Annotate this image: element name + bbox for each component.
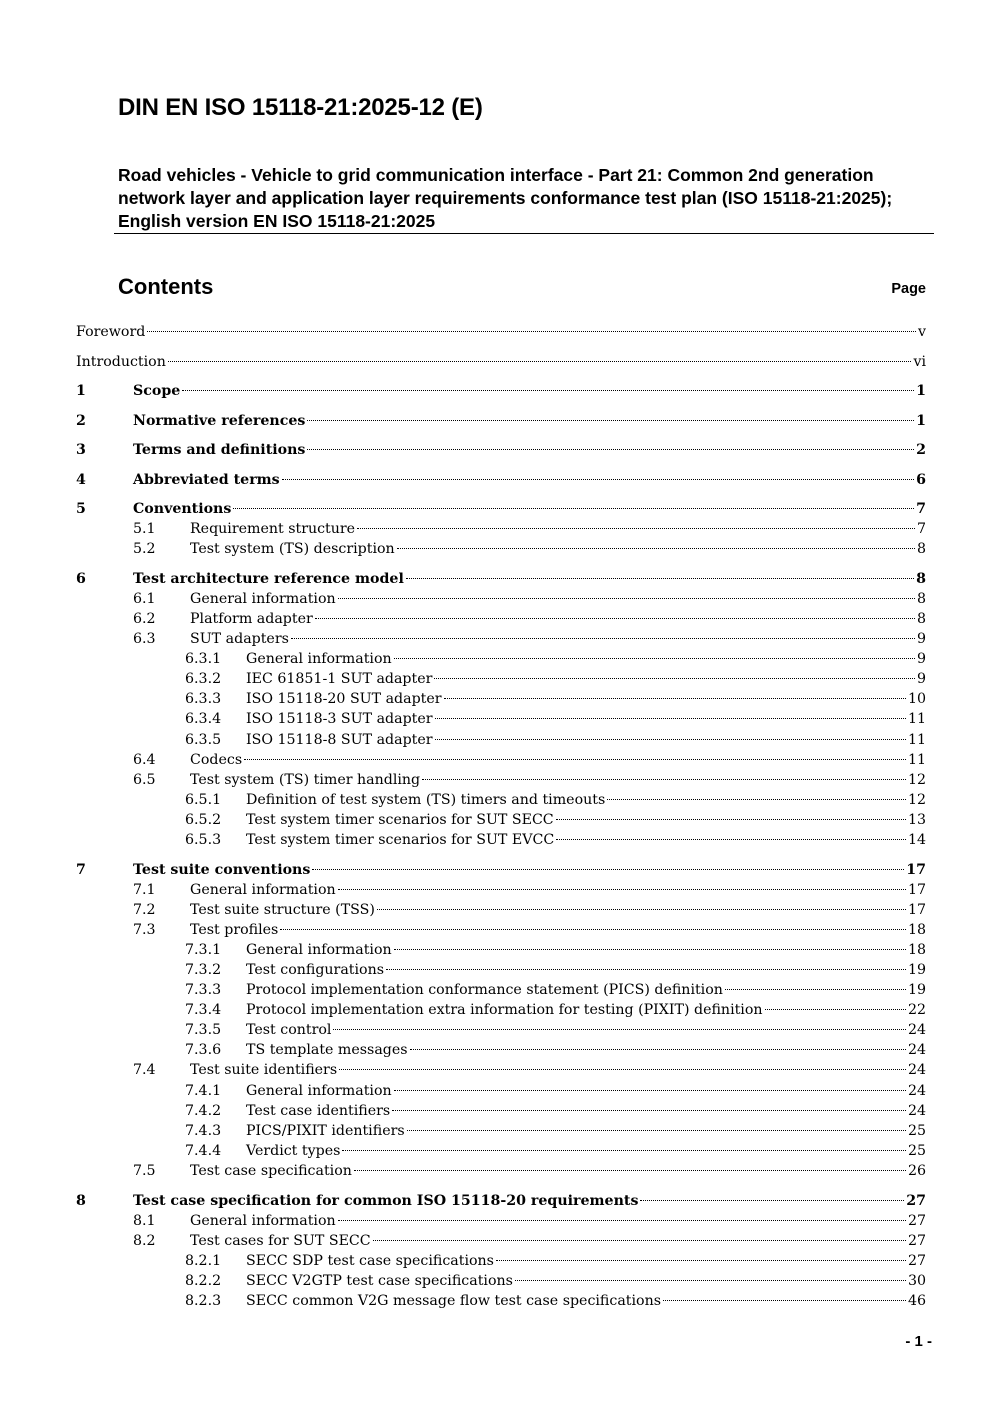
toc-entry-title: Protocol implementation conformance statement (PICS) definition <box>246 982 723 999</box>
toc-entry-title: General information <box>246 941 392 958</box>
toc-entry-page: 8 <box>916 590 926 607</box>
toc-entry[interactable] <box>76 322 926 342</box>
toc-dot-leader <box>556 819 906 820</box>
toc-entry[interactable] <box>76 1231 926 1251</box>
toc-entry-title: Codecs <box>190 751 243 768</box>
toc-entry-page: 12 <box>907 771 926 788</box>
toc-entry-number: 7 <box>76 861 86 878</box>
toc-entry-title: SUT adapters <box>190 631 289 648</box>
toc-entry-number: 7.4.2 <box>185 1102 222 1119</box>
toc-entry-title: Test suite structure (TSS) <box>190 901 375 918</box>
toc-entry-title: Verdict types <box>246 1142 341 1159</box>
toc-dot-leader <box>233 508 914 509</box>
toc-entry[interactable] <box>76 1040 926 1060</box>
toc-entry[interactable] <box>76 1191 926 1211</box>
toc-entry-number: 7.4.1 <box>185 1082 222 1099</box>
toc-entry-page: 17 <box>906 861 926 878</box>
toc-entry-title: Test architecture reference model <box>133 570 404 587</box>
toc-entry[interactable] <box>76 589 926 609</box>
toc-entry-page: 10 <box>907 691 926 708</box>
toc-entry[interactable] <box>76 1060 926 1080</box>
toc-dot-leader <box>147 331 916 332</box>
contents-heading: Contents <box>118 274 214 299</box>
toc-entry-number: 5.1 <box>133 521 156 538</box>
toc-entry-title: Test profiles <box>190 921 279 938</box>
toc-entry[interactable] <box>76 1291 926 1311</box>
toc-dot-leader <box>282 479 914 480</box>
toc-entry-title: Introduction <box>76 353 166 370</box>
toc-entry-number: 7.4.3 <box>185 1122 222 1139</box>
toc-entry-page: vi <box>913 353 926 370</box>
toc-entry-title: Conventions <box>133 501 232 518</box>
toc-entry-title: Requirement structure <box>190 521 356 538</box>
toc-entry-page: 8 <box>916 610 926 627</box>
toc-entry-title: Scope <box>133 383 181 400</box>
toc-entry[interactable] <box>76 1081 926 1101</box>
toc-dot-leader <box>312 869 904 870</box>
toc-entry-page: 9 <box>916 671 926 688</box>
toc-dot-leader <box>765 1009 906 1010</box>
toc-dot-leader <box>333 1029 906 1030</box>
toc-entry-page: 46 <box>907 1292 926 1309</box>
toc-dot-leader <box>394 1090 906 1091</box>
toc-entry[interactable] <box>76 1211 926 1231</box>
toc-entry-page: 11 <box>907 711 926 728</box>
toc-entry[interactable] <box>76 1271 926 1291</box>
toc-entry[interactable] <box>76 750 926 770</box>
toc-entry-title: Test cases for SUT SECC <box>190 1232 371 1249</box>
toc-entry-title: Protocol implementation extra information for testing (PIXIT) definition <box>246 1002 763 1019</box>
toc-dot-leader <box>515 1280 906 1281</box>
toc-entry-number: 6.5.1 <box>185 791 222 808</box>
toc-entry-title: Foreword <box>76 324 146 340</box>
toc-entry[interactable] <box>76 669 926 689</box>
toc-entry-page: 18 <box>907 941 926 958</box>
toc-entry-page: 11 <box>907 751 926 768</box>
toc-entry-title: Test suite identifiers <box>190 1062 338 1079</box>
toc-entry-number: 5.2 <box>133 541 156 558</box>
toc-entry-title: SECC SDP test case specifications <box>246 1252 494 1269</box>
toc-entry-number: 6.3.2 <box>185 671 222 688</box>
toc-entry[interactable] <box>76 411 926 431</box>
toc-entry-page: 25 <box>907 1142 926 1159</box>
toc-entry-title: Test system (TS) description <box>190 541 395 558</box>
toc-entry-title: Test case identifiers <box>246 1102 391 1119</box>
toc-entry[interactable] <box>76 381 926 401</box>
page-column-heading: Page <box>891 281 926 297</box>
document-title: DIN EN ISO 15118-21:2025-12 (E) <box>118 94 483 121</box>
toc-entry-number: 2 <box>76 412 86 429</box>
toc-entry[interactable] <box>76 900 926 920</box>
toc-entry-title: General information <box>190 590 336 607</box>
toc-entry-number: 8 <box>76 1192 86 1209</box>
toc-entry-number: 4 <box>76 471 86 488</box>
title-divider <box>114 233 934 234</box>
toc-entry-page: 24 <box>907 1022 926 1039</box>
toc-entry-title: SECC common V2G message flow test case specifications <box>246 1292 661 1309</box>
toc-entry-number: 6.3.5 <box>185 731 222 748</box>
toc-entry-number: 7.4 <box>133 1062 156 1079</box>
toc-entry[interactable] <box>76 440 926 460</box>
toc-entry-page: 27 <box>907 1232 926 1249</box>
toc-entry-page: 8 <box>916 570 926 587</box>
toc-dot-leader <box>640 1200 904 1201</box>
toc-dot-leader <box>338 1220 906 1221</box>
toc-entry[interactable] <box>76 1251 926 1271</box>
toc-entry[interactable] <box>76 629 926 649</box>
toc-dot-leader <box>339 1069 906 1070</box>
toc-entry-number: 8.2.3 <box>185 1292 222 1309</box>
toc-dot-leader <box>663 1300 906 1301</box>
toc-entry-page: 1 <box>916 412 926 429</box>
toc-entry-number: 3 <box>76 442 86 459</box>
toc-entry-title: Test system timer scenarios for SUT EVCC <box>246 832 555 848</box>
toc-entry-number: 6.5.2 <box>185 811 222 828</box>
toc-entry-page: 1 <box>916 383 926 400</box>
toc-entry-page: 27 <box>906 1192 926 1209</box>
toc-dot-leader <box>357 528 915 529</box>
toc-dot-leader <box>410 1049 906 1050</box>
toc-entry-page: 19 <box>907 961 926 978</box>
toc-entry-number: 7.3.1 <box>185 941 222 958</box>
toc-entry-number: 8.2.2 <box>185 1272 222 1289</box>
table-of-contents <box>76 322 926 1311</box>
toc-dot-leader <box>168 361 912 362</box>
toc-entry-page: 17 <box>907 881 926 898</box>
toc-entry-page: 14 <box>907 832 926 848</box>
toc-dot-leader <box>394 949 906 950</box>
toc-entry[interactable] <box>76 790 926 810</box>
toc-entry-page: 27 <box>907 1212 926 1229</box>
toc-entry-number: 7.3.6 <box>185 1042 222 1059</box>
toc-entry-page: 30 <box>907 1272 926 1289</box>
toc-entry-number: 8.1 <box>133 1212 156 1229</box>
toc-entry-title: Test configurations <box>246 961 384 978</box>
toc-entry-number: 6 <box>76 570 86 587</box>
toc-entry-number: 7.3.2 <box>185 961 222 978</box>
toc-dot-leader <box>397 548 915 549</box>
toc-entry-page: 24 <box>907 1042 926 1059</box>
toc-entry-title: Definition of test system (TS) timers and timeouts <box>246 791 606 808</box>
toc-entry-title: Abbreviated terms <box>133 471 280 488</box>
toc-entry-title: SECC V2GTP test case specifications <box>246 1272 513 1289</box>
toc-entry[interactable] <box>76 1101 926 1121</box>
toc-entry[interactable] <box>76 1121 926 1141</box>
toc-dot-leader <box>342 1150 906 1151</box>
toc-entry-title: Test control <box>246 1022 332 1039</box>
toc-entry-title: PICS/PIXIT identifiers <box>246 1122 405 1139</box>
toc-entry-page: 19 <box>907 982 926 999</box>
toc-entry-title: ISO 15118-8 SUT adapter <box>246 731 433 748</box>
toc-dot-leader <box>444 698 906 699</box>
toc-entry-page: 24 <box>907 1082 926 1099</box>
toc-entry-page: 2 <box>916 442 926 459</box>
toc-dot-leader <box>386 969 906 970</box>
toc-entry-title: Terms and definitions <box>133 442 306 459</box>
toc-entry[interactable] <box>76 830 926 850</box>
toc-dot-leader <box>280 929 906 930</box>
toc-dot-leader <box>407 1130 906 1131</box>
toc-entry-number: 7.1 <box>133 881 156 898</box>
toc-entry-page: 13 <box>907 811 926 828</box>
toc-entry-page: 9 <box>916 651 926 668</box>
toc-entry-page: 27 <box>907 1252 926 1269</box>
toc-entry[interactable] <box>76 1141 926 1161</box>
toc-entry-page: 17 <box>907 901 926 918</box>
toc-entry-title: ISO 15118-3 SUT adapter <box>246 711 433 728</box>
toc-entry-number: 6.3 <box>133 631 156 648</box>
toc-entry[interactable] <box>76 880 926 900</box>
toc-entry-number: 7.3.4 <box>185 1002 222 1019</box>
toc-dot-leader <box>182 390 914 391</box>
toc-entry-page: 8 <box>916 541 926 558</box>
toc-dot-leader <box>394 658 915 659</box>
toc-entry-number: 7.5 <box>133 1162 156 1179</box>
toc-entry-title: Platform adapter <box>190 610 313 627</box>
toc-entry-number: 1 <box>76 383 86 400</box>
toc-entry-title: General information <box>246 651 392 668</box>
toc-dot-leader <box>377 909 906 910</box>
toc-entry-title: Normative references <box>133 412 306 429</box>
toc-entry[interactable] <box>76 940 926 960</box>
toc-entry-number: 6.3.4 <box>185 711 222 728</box>
toc-dot-leader <box>338 598 915 599</box>
toc-entry[interactable] <box>76 810 926 830</box>
toc-dot-leader <box>373 1240 906 1241</box>
toc-dot-leader <box>307 449 914 450</box>
toc-entry-page: 9 <box>916 631 926 648</box>
toc-entry-title: ISO 15118-20 SUT adapter <box>246 691 442 708</box>
toc-dot-leader <box>392 1110 906 1111</box>
toc-entry-number: 7.3 <box>133 921 156 938</box>
toc-entry[interactable] <box>76 980 926 1000</box>
toc-entry-page: 24 <box>907 1102 926 1119</box>
toc-entry[interactable] <box>76 730 926 750</box>
toc-entry-number: 7.4.4 <box>185 1142 222 1159</box>
toc-entry-page: 11 <box>907 731 926 748</box>
toc-entry-number: 7.3.3 <box>185 982 222 999</box>
toc-dot-leader <box>291 638 915 639</box>
toc-entry-number: 6.5.3 <box>185 832 222 848</box>
toc-dot-leader <box>607 799 906 800</box>
toc-entry[interactable] <box>76 960 926 980</box>
toc-entry-title: Test system (TS) timer handling <box>190 771 421 788</box>
toc-dot-leader <box>307 420 914 421</box>
toc-entry-page: v <box>917 324 926 340</box>
toc-entry-number: 6.4 <box>133 751 156 768</box>
toc-entry[interactable] <box>76 920 926 940</box>
toc-entry[interactable] <box>76 1161 926 1181</box>
toc-entry-title: Test case specification for common ISO 15118-20 requirements <box>133 1192 639 1209</box>
toc-entry-title: Test case specification <box>190 1162 352 1179</box>
toc-entry-title: Test suite conventions <box>133 861 311 878</box>
toc-entry-number: 8.2 <box>133 1232 156 1249</box>
toc-entry-page: 18 <box>907 921 926 938</box>
toc-entry-number: 6.3.1 <box>185 651 222 668</box>
toc-entry[interactable] <box>76 649 926 669</box>
toc-entry-title: IEC 61851-1 SUT adapter <box>246 671 433 688</box>
toc-dot-leader <box>422 779 906 780</box>
toc-entry-number: 6.1 <box>133 590 156 607</box>
toc-entry[interactable] <box>76 569 926 589</box>
toc-entry-number: 6.5 <box>133 771 156 788</box>
toc-dot-leader <box>406 578 914 579</box>
toc-entry[interactable] <box>76 1000 926 1020</box>
toc-dot-leader <box>354 1170 906 1171</box>
toc-entry[interactable] <box>76 609 926 629</box>
toc-entry[interactable] <box>76 470 926 490</box>
toc-entry-number: 6.3.3 <box>185 691 222 708</box>
toc-entry-title: General information <box>190 881 336 898</box>
toc-entry[interactable] <box>76 519 926 539</box>
toc-entry-page: 24 <box>907 1062 926 1079</box>
toc-dot-leader <box>496 1260 906 1261</box>
toc-dot-leader <box>556 839 906 840</box>
toc-entry-number: 7.3.5 <box>185 1022 222 1039</box>
toc-entry[interactable] <box>76 689 926 709</box>
page-number: - 1 - <box>905 1333 932 1350</box>
toc-entry-page: 12 <box>907 791 926 808</box>
toc-entry-page: 26 <box>907 1162 926 1179</box>
toc-dot-leader <box>435 739 906 740</box>
toc-entry-page: 7 <box>916 501 926 518</box>
toc-entry-page: 25 <box>907 1122 926 1139</box>
toc-entry-number: 5 <box>76 501 86 518</box>
toc-dot-leader <box>435 718 906 719</box>
toc-dot-leader <box>244 759 906 760</box>
toc-dot-leader <box>338 889 906 890</box>
toc-entry-title: Test system timer scenarios for SUT SECC <box>246 811 554 828</box>
toc-entry-title: General information <box>190 1212 336 1229</box>
toc-entry[interactable] <box>76 499 926 519</box>
toc-dot-leader <box>434 678 915 679</box>
toc-entry-page: 7 <box>916 521 926 538</box>
toc-entry-page: 6 <box>916 471 926 488</box>
toc-entry[interactable] <box>76 1020 926 1040</box>
toc-entry[interactable] <box>76 770 926 790</box>
toc-entry[interactable] <box>76 352 926 372</box>
toc-entry-title: TS template messages <box>246 1042 408 1059</box>
toc-entry-number: 6.2 <box>133 610 156 627</box>
document-subtitle: Road vehicles - Vehicle to grid communication interface - Part 21: Common 2nd generation network layer and application layer requirements conformance test plan (ISO 15118-21:2025); English version EN ISO 15118-21:2025 <box>118 165 893 231</box>
toc-entry-title: General information <box>246 1082 392 1099</box>
toc-entry[interactable] <box>76 860 926 880</box>
toc-entry[interactable] <box>76 539 926 559</box>
toc-entry-page: 22 <box>907 1002 926 1019</box>
toc-dot-leader <box>315 618 915 619</box>
toc-dot-leader <box>725 989 906 990</box>
toc-entry[interactable] <box>76 709 926 729</box>
toc-entry-number: 8.2.1 <box>185 1252 222 1269</box>
toc-entry-number: 7.2 <box>133 901 156 918</box>
